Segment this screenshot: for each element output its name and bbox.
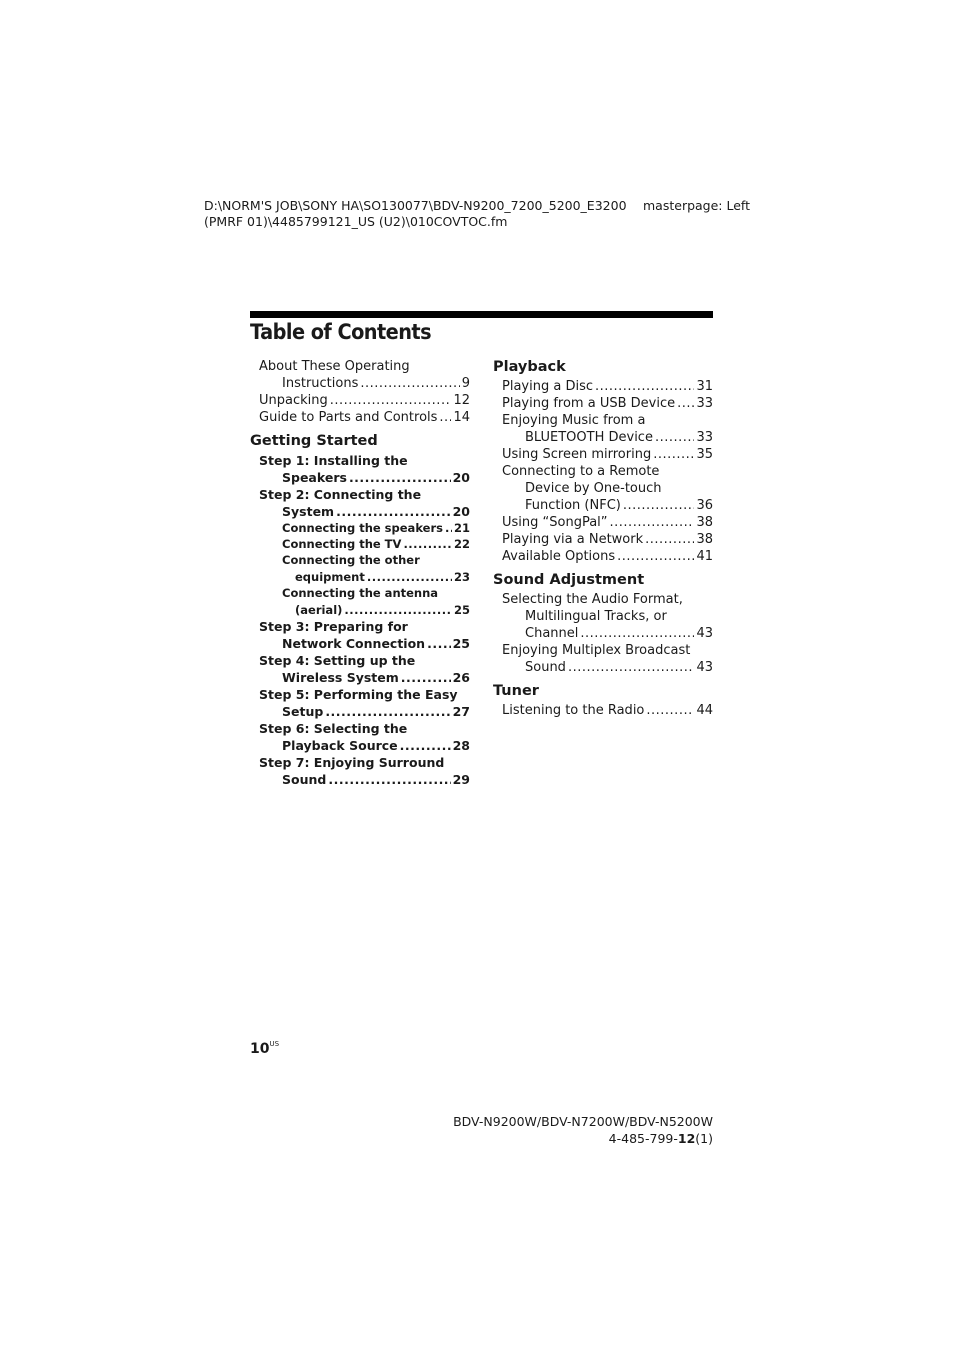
dot-leader [617,548,694,565]
toc-page-number: 22 [453,537,470,551]
toc-page-number: 26 [452,670,470,685]
toc-entry-text: Step 1: Installing the [259,453,408,468]
dot-leader [401,669,451,686]
toc-entry-text: Selecting the Audio Format, [502,592,683,607]
page-title: Table of Contents [250,320,432,344]
toc-entry-bluetooth[interactable] [493,412,713,446]
dot-leader [330,392,452,409]
dot-leader [336,503,451,520]
toc-entry-text: Playing from a USB Device [502,396,676,411]
toc-left-column [250,358,470,788]
toc-entry-step2[interactable] [250,486,470,520]
toc-entry-text: Available Options [502,549,616,564]
toc-entry-text: About These Operating [259,359,410,374]
toc-entry-text: Listening to the Radio [502,703,645,718]
document-code-suffix: (1) [695,1131,713,1146]
toc-entry-text: Playing via a Network [502,532,644,547]
toc-entry-text: Connecting the antenna [282,586,439,600]
toc-entry-text: Instructions [282,376,359,391]
toc-entry-text: Enjoying Music from a [502,413,646,428]
toc-entry-multiplex[interactable] [493,642,713,676]
dot-leader [595,378,694,395]
toc-subentries-step2 [250,520,470,618]
file-path-line-1: D:\NORM'S JOB\SONY HA\SO130077\BDV-N9200_7200_5200_E3200 [204,198,627,213]
toc-page-number: 35 [696,447,713,462]
dot-leader [655,429,694,446]
toc-entry-text: Setup [282,704,324,719]
toc-entry-audio-format[interactable] [493,591,713,642]
toc-subentry-speakers[interactable] [250,520,470,536]
document-code [420,1130,713,1147]
toc-page-number: 9 [461,376,470,391]
dot-leader [445,520,452,536]
dot-leader [646,702,694,719]
dot-leader [328,771,450,788]
toc-entry-text: Step 5: Performing the Easy [259,687,458,702]
toc-entry-about[interactable] [250,358,470,392]
dot-leader [568,659,695,676]
toc-entry-text: Device by One-touch [525,481,662,496]
dot-leader [580,625,694,642]
toc-page-number: 41 [696,549,713,564]
file-path-header [204,198,627,230]
toc-entry-text: (aerial) [295,603,343,617]
toc-entry-text: Playback Source [282,738,398,753]
toc-entry-text: BLUETOOTH Device [525,430,653,445]
toc-entry-text: Guide to Parts and Controls [259,410,438,425]
toc-entry-step5[interactable] [250,686,470,720]
toc-entry-text: Enjoying Multiplex Broadcast [502,643,691,658]
document-code-prefix: 4-485-799- [608,1131,678,1146]
toc-page-number: 33 [696,430,713,445]
toc-entry-text: Using “SongPal” [502,515,608,530]
title-rule [250,311,713,318]
toc-page-number: 31 [696,379,713,394]
toc-entry-usb[interactable] [493,395,713,412]
toc-entry-text: Network Connection [282,636,426,651]
toc-entry-text: Step 4: Setting up the [259,653,416,668]
model-footer [420,1113,713,1147]
section-heading-sound-adjustment[interactable]: Sound Adjustment [493,572,645,588]
toc-page-number: 12 [453,393,470,408]
toc-page-number: 21 [453,521,470,535]
toc-page-number: 28 [452,738,470,753]
toc-entry-network[interactable] [493,531,713,548]
toc-page-number: 20 [452,470,470,485]
toc-entry-text: Step 2: Connecting the [259,487,422,502]
section-heading-playback[interactable]: Playback [493,359,566,375]
toc-page-number: 14 [453,410,470,425]
toc-page-number: 36 [696,498,713,513]
toc-page-number: 27 [452,704,470,719]
toc-entry-text: Using Screen mirroring [502,447,652,462]
document-code-bold: 12 [677,1131,696,1146]
toc-subentry-tv[interactable] [250,536,470,552]
toc-entry-text: Speakers [282,470,347,485]
toc-entry-step3[interactable] [250,618,470,652]
toc-subentry-antenna[interactable] [250,585,470,618]
toc-entry-text: Connecting the speakers [282,521,443,535]
toc-entry-text: Connecting to a Remote [502,464,660,479]
toc-entry-songpal[interactable] [493,514,713,531]
toc-entry-text: Step 7: Enjoying Surround [259,755,445,770]
toc-subentry-other-equipment[interactable] [250,552,470,585]
section-heading-getting-started[interactable]: Getting Started [250,433,378,449]
dot-leader [403,536,452,552]
toc-entry-text: Function (NFC) [525,498,621,513]
file-path-line-2: (PMRF 01)\4485799121_US (U2)\010COVTOC.fm [204,214,508,229]
toc-page-number: 43 [696,660,713,675]
toc-entry-step7[interactable] [250,754,470,788]
toc-right-column [493,358,713,719]
toc-entry-text: Unpacking [259,393,328,408]
toc-page-number: 44 [696,703,713,718]
toc-entry-nfc[interactable] [493,463,713,514]
toc-entry-radio[interactable] [493,702,713,719]
toc-entry-text: Step 6: Selecting the [259,721,408,736]
toc-entry-text: Playing a Disc [502,379,593,394]
toc-page-number: 29 [452,772,470,787]
toc-entry-screen-mirroring[interactable] [493,446,713,463]
toc-entry-text: Connecting the other [282,553,420,567]
toc-page-number: 38 [696,532,713,547]
toc-entry-step1[interactable] [250,452,470,486]
dot-leader [427,635,451,652]
dot-leader [439,409,451,426]
toc-page-number: 20 [452,504,470,519]
dot-leader [349,469,451,486]
toc-entry-guide[interactable] [250,409,470,426]
dot-leader [645,531,694,548]
dot-leader [677,395,694,412]
toc-page-number: 33 [696,396,713,411]
page-number-region: US [269,1040,280,1048]
toc-entry-options[interactable] [493,548,713,565]
toc-entry-text: Connecting the TV [282,537,402,551]
page-number [250,1040,279,1057]
toc-entry-text: Wireless System [282,670,399,685]
toc-entry-playing-disc[interactable] [493,378,713,395]
toc-entry-text: Sound [282,772,327,787]
toc-entry-text: Sound [525,660,566,675]
toc-page-number: 23 [453,570,470,584]
toc-entry-step4[interactable] [250,652,470,686]
toc-page-number: 38 [696,515,713,530]
masterpage-label: masterpage: Left [643,198,751,213]
dot-leader [325,703,450,720]
toc-entry-text: equipment [295,570,365,584]
toc-entry-text: System [282,504,335,519]
model-numbers: BDV-N9200W/BDV-N7200W/BDV-N5200W [453,1114,713,1129]
dot-leader [344,602,452,618]
dot-leader [653,446,694,463]
dot-leader [360,375,459,392]
toc-entry-step6[interactable] [250,720,470,754]
toc-entry-text: Channel [525,626,579,641]
dot-leader [367,569,452,585]
section-heading-tuner[interactable]: Tuner [493,683,539,699]
page-number-value: 10 [250,1041,270,1057]
dot-leader [610,514,695,531]
dot-leader [400,737,451,754]
toc-entry-unpacking[interactable] [250,392,470,409]
toc-entry-text: Step 3: Preparing for [259,619,408,634]
dot-leader [623,497,695,514]
toc-entry-text: Multilingual Tracks, or [525,609,667,624]
toc-page-number: 43 [696,626,713,641]
toc-page-number: 25 [453,603,470,617]
toc-page-number: 25 [452,636,470,651]
